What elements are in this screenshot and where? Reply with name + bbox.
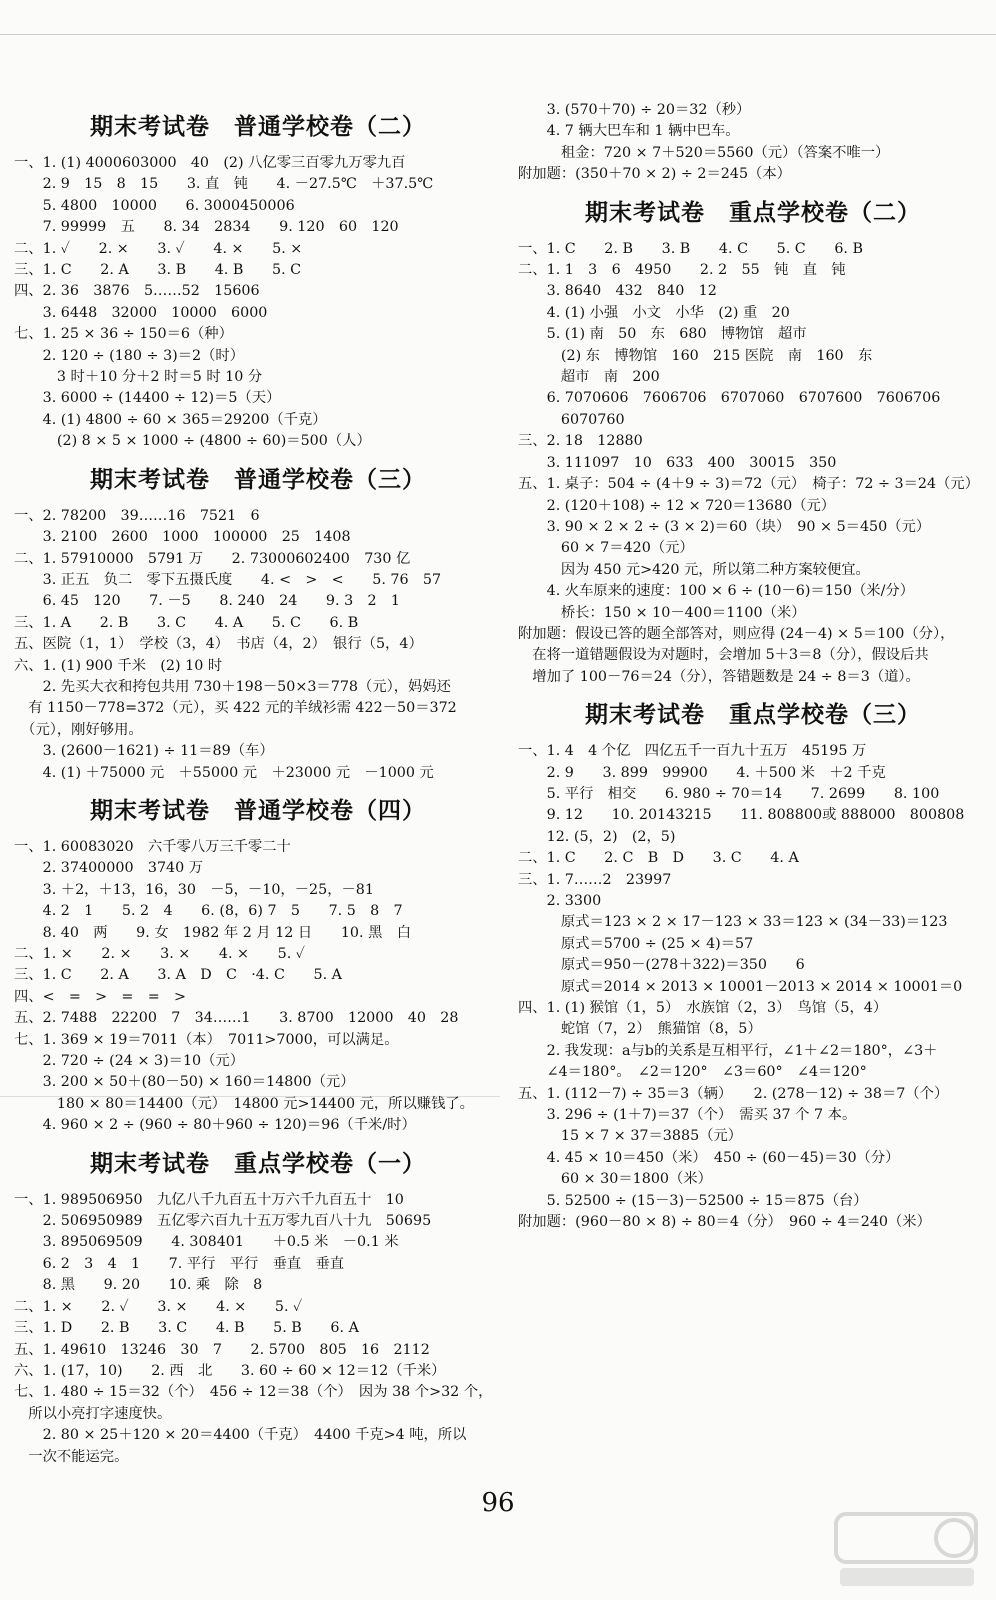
answer-line: 一、1. C 2. B 3. B 4. C 5. C 6. B (518, 240, 864, 257)
answer-line: 15 × 7 × 37＝3885（元） (518, 1128, 743, 1145)
answer-line: 5. 52500 ÷ (15－3)－52500 ÷ 15＝875（台） (518, 1192, 868, 1209)
answer-line: 三、1. C 2. A 3. A D C ·4. C 5. A (14, 967, 342, 984)
answer-line: 附加题：假设已答的题全部答对，则应得 (24－4) × 5＝100（分）， (518, 625, 955, 642)
answer-line: 五、医院（1，1） 学校（3，4） 书店（4，2） 银行（5，4） (14, 636, 423, 653)
answer-line: 2. 9 15 8 15 3. 直 钝 4. －27.5℃ ＋37.5℃ (14, 176, 434, 193)
answer-line: 2. 37400000 3740 万 (14, 860, 204, 877)
right-column (518, 100, 988, 1234)
answer-line: 桥长：150 × 10－400＝1100（米） (518, 604, 806, 621)
answer-line: 6. 7070606 7606706 6707060 6707600 7606706 (518, 390, 941, 407)
top-rule (0, 34, 996, 35)
answer-line: 原式＝123 × 2 × 17－123 × 33＝123 × (34－33)＝123 (518, 914, 948, 931)
answer-line: 一、1. (1) 4000603000 40 (2) 八亿零三百零九万零九百 (14, 155, 406, 171)
answer-line: 6. 45 120 7. －5 8. 240 24 9. 3 2 1 (14, 593, 400, 610)
answer-line: 3. (2600－1621) ÷ 11＝89（车） (14, 743, 274, 760)
answer-line: 在将一道错题假设为对题时，会增加 5＋3＝8（分），假设后共 (518, 647, 929, 664)
answer-line: 七、1. 25 × 36 ÷ 150＝6（种） (14, 326, 233, 343)
answer-line: 有 1150－778=372（元），买 422 元的羊绒衫需 422－50＝372 (14, 700, 457, 717)
answer-line: 增加了 100－76＝24（分），答错题数是 24 ÷ 8＝3（道）。 (518, 668, 920, 685)
answer-line: 8. 黑 9. 20 10. 乘 除 8 (14, 1277, 263, 1294)
answer-line: 9. 12 10. 20143215 11. 808800或 888000 800808 (518, 807, 965, 824)
answer-section (14, 792, 502, 1137)
answer-line: 5. 平行 相交 6. 980 ÷ 70＝14 7. 2699 8. 100 (518, 785, 940, 802)
answer-line: 5. 4800 10000 6. 3000450006 (14, 197, 295, 214)
answer-line: 2. 120 ÷ (180 ÷ 3)＝2（时） (14, 347, 245, 364)
answer-line: 4. (1) 小强 小文 小华 (2) 重 20 (518, 304, 790, 321)
answer-line: 3. 895069509 4. 308401 ＋0.5 米 －0.1 米 (14, 1234, 399, 1251)
answer-line: 二、1. 1 3 6 4950 2. 2 55 钝 直 钝 (518, 262, 846, 279)
answer-line: 原式＝5700 ÷ (25 × 4)＝57 (518, 935, 754, 952)
answer-line: 三、1. A 2. B 3. C 4. A 5. C 6. B (14, 614, 359, 631)
answer-line: 60 × 30＝1800（米） (518, 1171, 712, 1188)
answer-line: 五、1. 桌子：504 ÷ (4＋9 ÷ 3)＝72（元） 椅子：72 ÷ 3＝24（元） (518, 476, 979, 493)
answer-line: (2) 东 博物馆 160 215 医院 南 160 东 (518, 347, 873, 364)
answer-line: 180 × 80＝14400（元） 14800 元>14400 元，所以赚钱了。 (14, 1095, 474, 1112)
answer-line: 一、2. 78200 39……16 7521 6 (14, 507, 260, 524)
answer-line: 3. 6448 32000 10000 6000 (14, 304, 268, 321)
answer-line: 租金：720 × 7＋520＝5560（元）（答案不唯一） (518, 144, 890, 161)
answer-line: 2. 506950989 五亿零六百九十五万零九百八十九 50695 (14, 1213, 432, 1230)
answer-line: 原式＝2014 × 2013 × 10001－2013 × 2014 × 10001＝0 (518, 978, 963, 995)
answer-line: 四、< = > = = > (14, 988, 186, 1005)
answer-line: 五、1. (112－7) ÷ 35＝3（辆） 2. (278－12) ÷ 38＝7（个） (518, 1085, 949, 1102)
answer-line: 2. 3300 (518, 893, 602, 909)
answer-line: 5. (1) 南 50 东 680 博物馆 超市 (518, 326, 807, 343)
answer-section (14, 461, 502, 784)
answer-line: 三、1. C 2. A 3. B 4. B 5. C (14, 262, 302, 279)
answer-line: 8. 40 两 9. 女 1982 年 2 月 12 日 10. 黑 白 (14, 924, 411, 941)
answer-line: 二、1. C 2. C B D 3. C 4. A (518, 850, 799, 867)
answer-line: 4. 2 1 5. 2 4 6. (8，6) 7 5 7. 5 8 7 (14, 903, 403, 920)
answer-line: 6. 2 3 4 1 7. 平行 平行 垂直 垂直 (14, 1255, 345, 1272)
answer-line: 附加题：(960－80 × 8) ÷ 80＝4（分） 960 ÷ 4＝240（米） (518, 1214, 931, 1231)
answer-section (14, 108, 502, 453)
answer-line: 三、2. 18 12880 (518, 433, 643, 450)
answer-line: 六、1. (17，10) 2. 西 北 3. 60 ÷ 60 × 12＝12（千米） (14, 1362, 446, 1379)
left-column (14, 100, 502, 1468)
answer-line: 12. (5，2) (2，5) (518, 828, 676, 845)
answer-line: 3. 正五 负二 零下五摄氏度 4. < > < 5. 76 57 (14, 571, 442, 588)
answer-line: 3. ＋2，＋13，16，30 －5，－10，－25，－81 (14, 881, 374, 898)
answer-line: (2) 8 × 5 × 1000 ÷ (4800 ÷ 60)＝500（人） (14, 433, 371, 450)
page-number: 96 (481, 1488, 515, 1518)
answer-line: 七、1. 369 × 19＝7011（本） 7011>7000，可以满足。 (14, 1031, 399, 1048)
answer-section (518, 696, 988, 1233)
answer-line: 四、2. 36 3876 5……52 15606 (14, 283, 260, 300)
answer-line: 三、1. D 2. B 3. C 4. B 5. B 6. A (14, 1320, 359, 1337)
answer-line: 6070760 (518, 411, 625, 428)
answer-line: 2. 我发现：a与b的关系是互相平行，∠1＋∠2＝180°，∠3＋ (518, 1042, 938, 1059)
answer-line: 一、1. 989506950 九亿八千九百五十万六千九百五十 10 (14, 1191, 404, 1208)
answer-line: 2. (120＋108) ÷ 12 × 720＝13680（元） (518, 497, 836, 514)
answer-section (14, 1145, 502, 1468)
answer-line: 五、1. 49610 13246 30 7 2. 5700 805 16 2112 (14, 1341, 430, 1358)
answer-line: 3. 200 × 50＋(80－50) × 160＝14800（元） (14, 1074, 355, 1091)
answer-line: 三、1. 7……2 23997 (518, 871, 672, 888)
answer-line: 4. 火车原来的速度：100 × 6 ÷ (10－6)＝150（米/分） (518, 583, 915, 600)
answer-line: 二、1. × 2. × 3. × 4. × 5. ✓ (14, 946, 306, 962)
answer-line: 原式＝950－(278＋322)＝350 6 (518, 957, 805, 974)
answer-line: 2. 720 ÷ (24 × 3)＝10（元） (14, 1053, 245, 1070)
answer-line: 4. 960 × 2 ÷ (960 ÷ 80＋960 ÷ 120)＝96（千米/时） (14, 1117, 416, 1134)
answer-line: 二、1. 57910000 5791 万 2. 73000602400 730 亿 (14, 550, 411, 567)
answer-line: 3. 111097 10 633 400 30015 350 (518, 454, 837, 471)
answer-line: ∠4＝180°。 ∠2＝120° ∠3＝60° ∠4＝120° (518, 1064, 867, 1081)
answer-line: 四、1. (1) 猴馆（1，5） 水族馆（2，3） 鸟馆（5，4） (518, 1000, 888, 1017)
answer-line: 七、1. 480 ÷ 15＝32（个） 456 ÷ 12＝38（个） 因为 38 个>32 个， (14, 1384, 493, 1401)
section-title: 期末考试卷 普通学校卷（四） (90, 797, 426, 824)
answer-line: 4. (1) ＋75000 元 ＋55000 元 ＋23000 元 －1000 元 (14, 764, 434, 781)
answer-line: 2. 9 3. 899 99900 4. ＋500 米 ＋2 千克 (518, 764, 886, 781)
answer-section (518, 100, 988, 186)
answer-line: 3. 6000 ÷ (14400 ÷ 12)＝5（天） (14, 390, 281, 407)
answer-line: 蛇馆（7，2） 熊猫馆（8，5） (518, 1021, 762, 1038)
watermark-logo (832, 1508, 982, 1592)
answer-line: 一、1. 4 4 个亿 四亿五千一百九十五万 45195 万 (518, 743, 867, 760)
answer-line: 3. 296 ÷ (1＋7)＝37（个） 需买 37 个 7 本。 (518, 1107, 857, 1124)
section-title: 期末考试卷 重点学校卷（二） (585, 199, 921, 226)
answer-line: 所以小亮打字速度快。 (14, 1405, 172, 1422)
answer-line: 因为 450 元>420 元，所以第二种方案较便宜。 (518, 561, 870, 578)
answer-line: 二、1. ✓ 2. × 3. ✓ 4. × 5. × (14, 240, 303, 257)
answer-line: 六、1. (1) 900 千米 (2) 10 时 (14, 657, 223, 674)
answer-line: 7. 99999 五 8. 34 2834 9. 120 60 120 (14, 219, 399, 236)
answer-section (518, 194, 988, 689)
answer-line: 2. 先买大衣和挎包共用 730＋198－50×3＝778（元），妈妈还 (14, 678, 451, 695)
answer-line: 一次不能运完。 (14, 1448, 129, 1465)
answer-line: 3. (570＋70) ÷ 20＝32（秒） (518, 102, 751, 118)
answer-line: 3. 8640 432 840 12 (518, 283, 717, 300)
answer-line: 4. 45 × 10＝450（米） 450 ÷ (60－45)＝30（分） (518, 1149, 900, 1166)
section-title: 期末考试卷 普通学校卷（二） (90, 114, 426, 140)
answer-line: 2. 80 × 25＋120 × 20＝4400（千克） 4400 千克>4 吨，所以 (14, 1427, 467, 1444)
answer-line: （元），刚好够用。 (14, 721, 143, 738)
answer-line: 3. 2100 2600 1000 100000 25 1408 (14, 529, 351, 546)
answer-line: 4. 7 辆大巴车和 1 辆中巴车。 (518, 123, 740, 140)
answer-line: 一、1. 60083020 六千零八万三千零二十 (14, 838, 291, 855)
answer-line: 五、2. 7488 22200 7 34……1 3. 8700 12000 40 28 (14, 1010, 459, 1027)
answer-line: 超市 南 200 (518, 369, 660, 386)
section-title: 期末考试卷 普通学校卷（三） (90, 466, 426, 493)
answer-line: 二、1. × 2. ✓ 3. × 4. × 5. ✓ (14, 1298, 303, 1315)
answer-line: 4. (1) 4800 ÷ 60 × 365＝29200（千克） (14, 411, 327, 428)
section-title: 期末考试卷 重点学校卷（三） (585, 702, 921, 729)
section-title: 期末考试卷 重点学校卷（一） (90, 1150, 426, 1177)
answer-line: 60 × 7＝420（元） (518, 540, 694, 557)
answer-line: 附加题：(350＋70 × 2) ÷ 2＝245（本） (518, 166, 791, 183)
answer-line: 3. 90 × 2 × 2 ÷ (3 × 2)＝60（块） 90 × 5＝450（元） (518, 518, 931, 535)
answer-line: 3 时＋10 分＋2 时＝5 时 10 分 (14, 369, 263, 386)
